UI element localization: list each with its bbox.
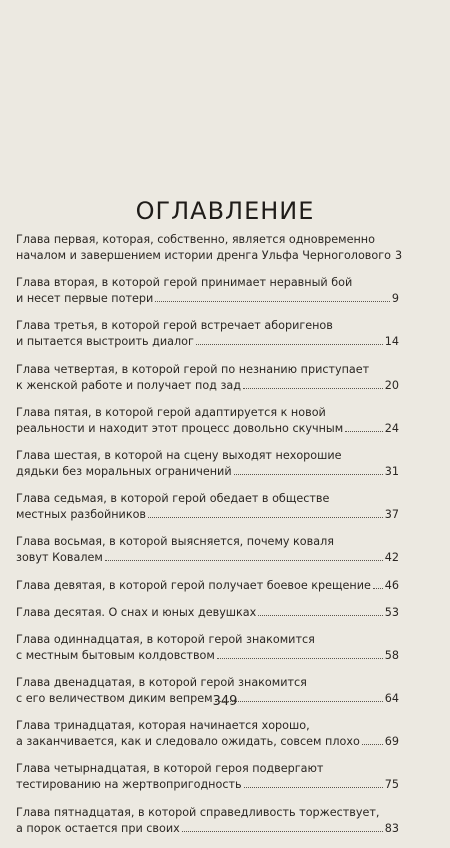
dot-leader <box>243 388 383 389</box>
toc-entry-text: Глава седьмая, в которой герой обедает в обществе <box>16 492 330 506</box>
toc-entry-text: с его величеством диким вепрем <box>16 692 213 706</box>
toc-page-number: 31 <box>384 464 399 478</box>
toc-entry <box>16 275 399 307</box>
toc-entry-last-line <box>16 821 399 837</box>
toc-page-number: 58 <box>384 648 399 662</box>
table-of-contents <box>16 232 403 848</box>
page-title: ОГЛАВЛЕНИЕ <box>135 197 315 226</box>
toc-entry-last-line <box>16 605 399 621</box>
toc-entry <box>16 578 399 594</box>
toc-entry <box>16 632 399 664</box>
toc-entry-text: Глава четырнадцатая, в которой героя подвергают <box>16 762 324 776</box>
toc-entry-text: с местным бытовым колдовством <box>16 648 215 662</box>
toc-page-number: 75 <box>384 778 399 792</box>
toc-entry-text: Глава одиннадцатая, в которой герой знакомится <box>16 632 315 646</box>
toc-entry-text: Глава третья, в которой герой встречает аборигенов <box>16 319 333 333</box>
toc-entry-text: а заканчивается, как и следовало ожидать, совсем плохо <box>16 735 360 749</box>
toc-entry-last-line <box>16 578 399 594</box>
dot-leader <box>105 560 383 561</box>
toc-page-number: 46 <box>384 578 399 592</box>
toc-entry-last-line <box>16 777 399 793</box>
toc-entry-last-line <box>16 734 399 750</box>
dot-leader <box>155 301 390 302</box>
toc-page-number: 3 <box>394 249 403 262</box>
toc-entry-text: тестированию на жертвопригодность <box>16 778 242 792</box>
dot-leader <box>196 344 383 345</box>
toc-entry-text: Глава первая, которая, собственно, является одновременно <box>16 233 375 246</box>
toc-page-number: 83 <box>384 821 399 835</box>
toc-entry-text: Глава двенадцатая, в которой герой знакомится <box>16 676 307 690</box>
toc-entry-text: Глава девятая, в которой герой получает боевое крещение <box>16 578 371 592</box>
dot-leader <box>182 831 383 832</box>
toc-entry-text: Глава четвертая, в которой герой по незнанию приступает <box>16 362 370 376</box>
toc-page-number: 42 <box>384 551 399 565</box>
toc-entry-last-line <box>16 648 399 664</box>
toc-entry-text: Глава десятая. О снах и юных девушках <box>16 605 257 619</box>
toc-entry-text: Глава пятнадцатая, в которой справедливость торжествует, <box>16 805 380 819</box>
toc-page-number: 69 <box>384 735 399 749</box>
toc-page-number: 9 <box>391 292 399 306</box>
toc-page-number: 14 <box>384 335 399 349</box>
toc-entry-last-line <box>16 507 399 523</box>
dot-leader <box>234 474 383 475</box>
toc-entry-text: зовут Ковалем <box>16 551 103 565</box>
toc-entry-text: а порок остается при своих <box>16 821 180 835</box>
toc-entry <box>16 605 399 621</box>
dot-leader <box>244 787 383 788</box>
dot-leader <box>345 431 383 432</box>
toc-entry-text: и пытается выстроить диалог <box>16 335 194 349</box>
toc-entry <box>16 534 399 566</box>
dot-leader <box>148 517 383 518</box>
toc-entry-last-line <box>16 378 399 394</box>
toc-entry-text: местных разбойников <box>16 508 147 522</box>
toc-entry-text: Глава восьмая, в которой выясняется, почему коваля <box>16 535 334 549</box>
dot-leader <box>373 588 383 589</box>
toc-entry-last-line <box>16 464 399 480</box>
toc-entry <box>16 232 403 264</box>
toc-entry-text: Глава вторая, в которой герой принимает неравный бой <box>16 276 353 290</box>
toc-page-number: 20 <box>384 378 399 392</box>
toc-entry-text: началом и завершением истории дренга Ульфа Черноголового <box>16 249 391 262</box>
toc-entry <box>16 405 399 437</box>
toc-entry <box>16 318 399 350</box>
page-number: 349 <box>212 694 238 709</box>
toc-entry-last-line <box>16 291 399 307</box>
toc-entry <box>16 362 399 394</box>
toc-entry <box>16 448 399 480</box>
toc-page-number: 53 <box>384 605 399 619</box>
toc-entry-text: дядьки без моральных ограничений <box>16 464 232 478</box>
toc-page-number: 24 <box>384 421 399 435</box>
toc-entry <box>16 718 399 750</box>
toc-entry-text: реальности и находит этот процесс довольно скучным <box>16 421 344 435</box>
toc-page-number: 64 <box>384 692 399 706</box>
toc-page-number: 37 <box>384 508 399 522</box>
toc-entry-text: Глава пятая, в которой герой адаптируется к новой <box>16 405 326 419</box>
toc-entry-text: Глава тринадцатая, которая начинается хорошо, <box>16 719 310 733</box>
toc-entry-text: и несет первые потери <box>16 292 154 306</box>
dot-leader <box>258 615 382 616</box>
toc-entry <box>16 761 399 793</box>
toc-entry-last-line <box>16 334 399 350</box>
dot-leader <box>217 658 383 659</box>
toc-entry-last-line <box>16 421 399 437</box>
toc-entry <box>16 805 399 837</box>
toc-entry-last-line <box>16 248 403 264</box>
toc-entry-text: Глава шестая, в которой на сцену выходят нехорошие <box>16 448 342 462</box>
toc-entry-last-line <box>16 550 399 566</box>
toc-entry <box>16 491 399 523</box>
toc-entry-text: к женской работе и получает под зад <box>16 378 241 392</box>
